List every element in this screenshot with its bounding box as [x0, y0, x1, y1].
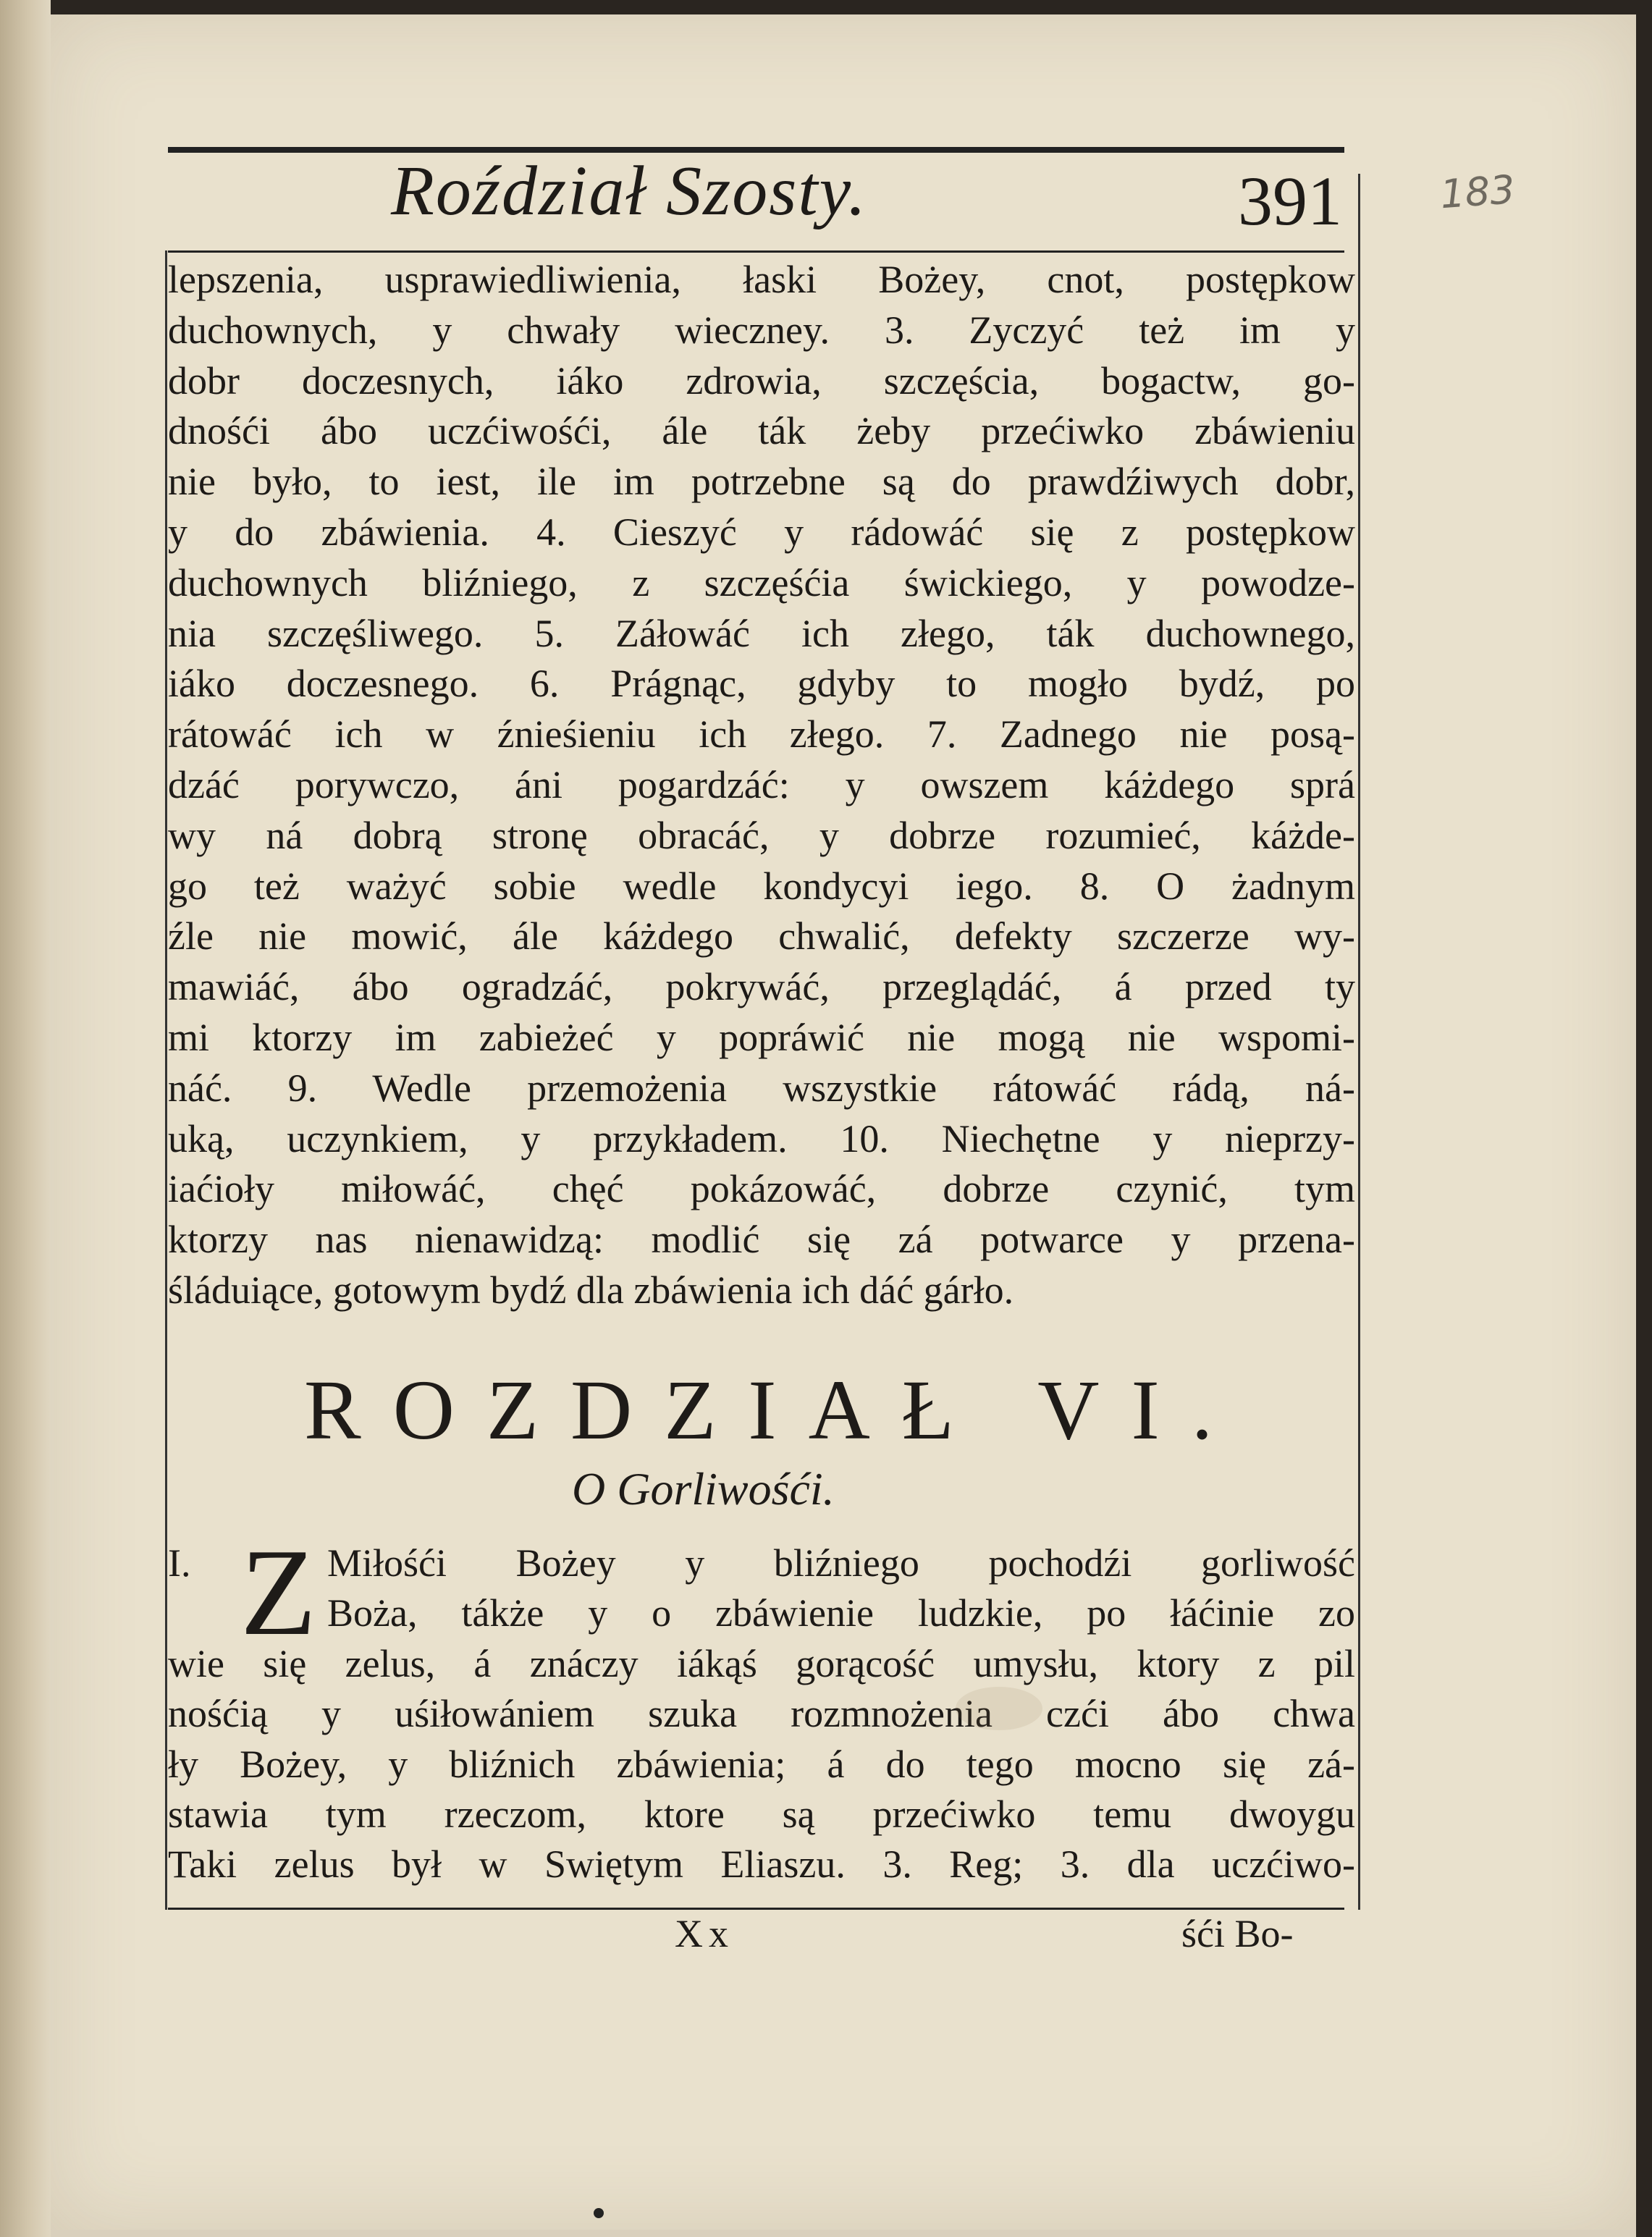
- right-frame-rule: [1358, 174, 1360, 1910]
- text-line: Boża, tákże y o zbáwienie ludzkie, po łáćinie zo: [327, 1591, 1355, 1635]
- text-line: źle nie mowić, ále káżdego chwalić, defekty szczerze wy-: [168, 914, 1355, 959]
- chapter-subtitle: O Gorliwośći.: [572, 1463, 835, 1514]
- paper-stain: [956, 1687, 1042, 1730]
- page-number: 391: [1238, 162, 1342, 240]
- text-line: go też ważyć sobie wedle kondycyi iego. 8. O żadnym: [168, 864, 1355, 908]
- handwritten-folio-number: 183: [1438, 167, 1517, 218]
- text-line: nie było, to iest, ile im potrzebne są do prawdźiwych dobr,: [168, 460, 1355, 504]
- running-head: Roździał Szosty.: [391, 152, 868, 230]
- scan-right-edge: [1636, 0, 1652, 2237]
- text-line: Miłośći Bożey y bliźniego pochodźi gorliwość: [327, 1541, 1355, 1585]
- main-text-block: [168, 255, 1355, 1316]
- ink-spot: [594, 2208, 604, 2218]
- text-line: nia szczęśliwego. 5. Záłowáć ich złego, ták duchownego,: [168, 611, 1355, 655]
- text-line: mi ktorzy im zabieżeć y popráwić nie mogą nie wspomi-: [168, 1015, 1355, 1059]
- text-line: duchownych bliźniego, z szczęśćia świckiego, y powodze-: [168, 560, 1355, 604]
- text-line: duchownych, y chwały wieczney. 3. Zyczyć też im y: [168, 308, 1355, 352]
- signature-mark: Xx: [675, 1912, 734, 1955]
- text-line: lepszenia, usprawiedliwienia, łaski Bożey, cnot, postępkow: [168, 258, 1355, 301]
- text-line: Taki zelus był w Swiętym Eliaszu. 3. Reg; 3. dla uczćiwo-: [168, 1842, 1355, 1887]
- drop-cap: Z: [240, 1524, 317, 1661]
- header-rule: [168, 250, 1344, 253]
- text-line: dnośći ábo uczćiwośći, ále ták żeby przećiwko zbáwieniu: [168, 409, 1355, 453]
- book-gutter: [0, 0, 51, 2237]
- text-line: stawia tym rzeczom, ktore są przećiwko temu dwoygu: [168, 1792, 1355, 1836]
- left-frame-rule: [165, 250, 167, 1910]
- text-line: dzáć porywczo, áni pogardzáć: y owszem káżdego sprá: [168, 762, 1355, 806]
- text-line: mawiáć, ábo ogradzáć, pokrywáć, przeglądáć, á przed ty: [168, 965, 1355, 1009]
- page-footer: [168, 1911, 1355, 1969]
- chapter-title: ROZDZIAŁ VI.: [304, 1362, 1245, 1457]
- text-line: uką, uczynkiem, y przykładem. 10. Niechętne y nieprzy-: [168, 1116, 1355, 1160]
- text-line: wie się zelus, á znáczy iákąś gorącość umysłu, ktory z pil: [168, 1641, 1355, 1685]
- paragraph-one: [168, 1524, 1355, 1890]
- text-line: iáko doczesnego. 6. Prágnąc, gdyby to mogło bydź, po: [168, 662, 1355, 706]
- text-line: wy ná dobrą stronę obracáć, y dobrze rozumieć, káżde-: [168, 813, 1355, 857]
- text-line: śláduiące, gotowym bydź dla zbáwienia ich dáć gárło.: [168, 1268, 1014, 1312]
- text-line: y do zbáwienia. 4. Cieszyć y rádowáć się z postępkow: [168, 510, 1355, 554]
- bottom-rule: [168, 1908, 1344, 1910]
- paragraph-number: I.: [168, 1541, 191, 1585]
- catchword: śći Bo-: [1181, 1912, 1294, 1955]
- text-line: iaćioły miłowáć, chęć pokázowáć, dobrze czynić, tym: [168, 1167, 1355, 1211]
- text-line: ktorzy nas nienawidzą: modlić się zá potwarce y przena-: [168, 1218, 1355, 1262]
- text-line: ły Bożey, y bliźnich zbáwienia; á do tego mocno się zá-: [168, 1742, 1355, 1786]
- text-line: dobr doczesnych, iáko zdrowia, szczęścia, bogactw, go-: [168, 358, 1355, 403]
- scan-top-edge: [0, 0, 1652, 14]
- text-line: náć. 9. Wedle przemożenia wszystkie rátowáć rádą, ná-: [168, 1066, 1355, 1110]
- text-line: nośćią y uśiłowániem szuka rozmnożenia czći ábo chwa: [168, 1692, 1355, 1736]
- text-line: rátowáć ich w źnieśieniu ich złego. 7. Zadnego nie posą-: [168, 712, 1355, 757]
